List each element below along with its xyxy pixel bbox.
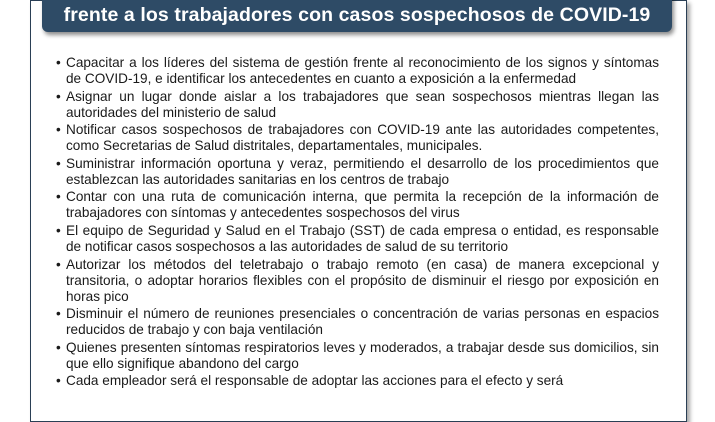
list-item: [56, 373, 659, 389]
list-item-text: Notificar casos sospechosos de trabajadores con COVID-19 ante las autoridades competentes, como Secretarias de Salud distritales, departamentales, municipales.: [66, 122, 659, 154]
list-item: [56, 122, 659, 154]
list-item-text: Quienes presenten síntomas respiratorios leves y moderados, a trabajar desde sus domicilios, sin que ello signifique abandono del cargo: [66, 339, 659, 371]
list-item: [56, 89, 659, 121]
list-item: [56, 257, 659, 305]
list-item-text: Asignar un lugar donde aislar a los trabajadores que sean sospechosos mientras llegan las autoridades del ministerio de salud: [66, 88, 659, 120]
bullet: •: [56, 373, 61, 389]
list-item-text: Suministrar información oportuna y veraz, permitiendo el desarrollo de los procedimientos que establezcan las autoridades sanitarias en los centros de trabajo: [66, 155, 659, 187]
bullet: •: [56, 155, 61, 171]
measures-list: [56, 55, 659, 391]
bullet: •: [56, 55, 61, 70]
list-item-text: Disminuir el número de reuniones presenciales o concentración de varias personas en espacios reducidos de trabajo y con baja ventilación: [66, 306, 659, 338]
bullet: •: [56, 222, 61, 238]
bullet: •: [56, 339, 61, 355]
document-title: frente a los trabajadores con casos sospechosos de COVID-19: [63, 3, 651, 26]
list-item-text: Contar con una ruta de comunicación interna, que permita la recepción de la información de trabajadores con síntomas y antecedentes sospechosos del virus: [66, 189, 659, 221]
list-item: [56, 340, 659, 372]
title-banner: [42, 0, 672, 32]
list-item-text: Autorizar los métodos del teletrabajo o trabajo remoto (en casa) de manera excepcional y transitoria, o adoptar horarios flexibles con el propósito de disminuir el riesgo por exposición en horas pico: [66, 256, 659, 304]
bullet: •: [56, 88, 61, 104]
list-item: [56, 306, 659, 338]
bullet: •: [56, 306, 61, 322]
list-item: [56, 189, 659, 221]
list-item: [56, 55, 659, 87]
bullet: •: [56, 189, 61, 205]
bullet: •: [56, 256, 61, 272]
list-item-text: Cada empleador será el responsable de adoptar las acciones para el efecto y será: [66, 373, 564, 389]
list-item: [56, 223, 659, 255]
list-item: [56, 156, 659, 188]
list-item-text: El equipo de Seguridad y Salud en el Trabajo (SST) de cada empresa o entidad, es responsable de notificar casos sospechosos a las autoridades de salud de su territorio: [66, 222, 659, 254]
bullet: •: [56, 122, 61, 138]
list-item-text: Capacitar a los líderes del sistema de gestión frente al reconocimiento de los signos y síntomas de COVID-19, e identificar los antecedentes en cuanto a exposición a la enfermedad: [66, 55, 659, 86]
